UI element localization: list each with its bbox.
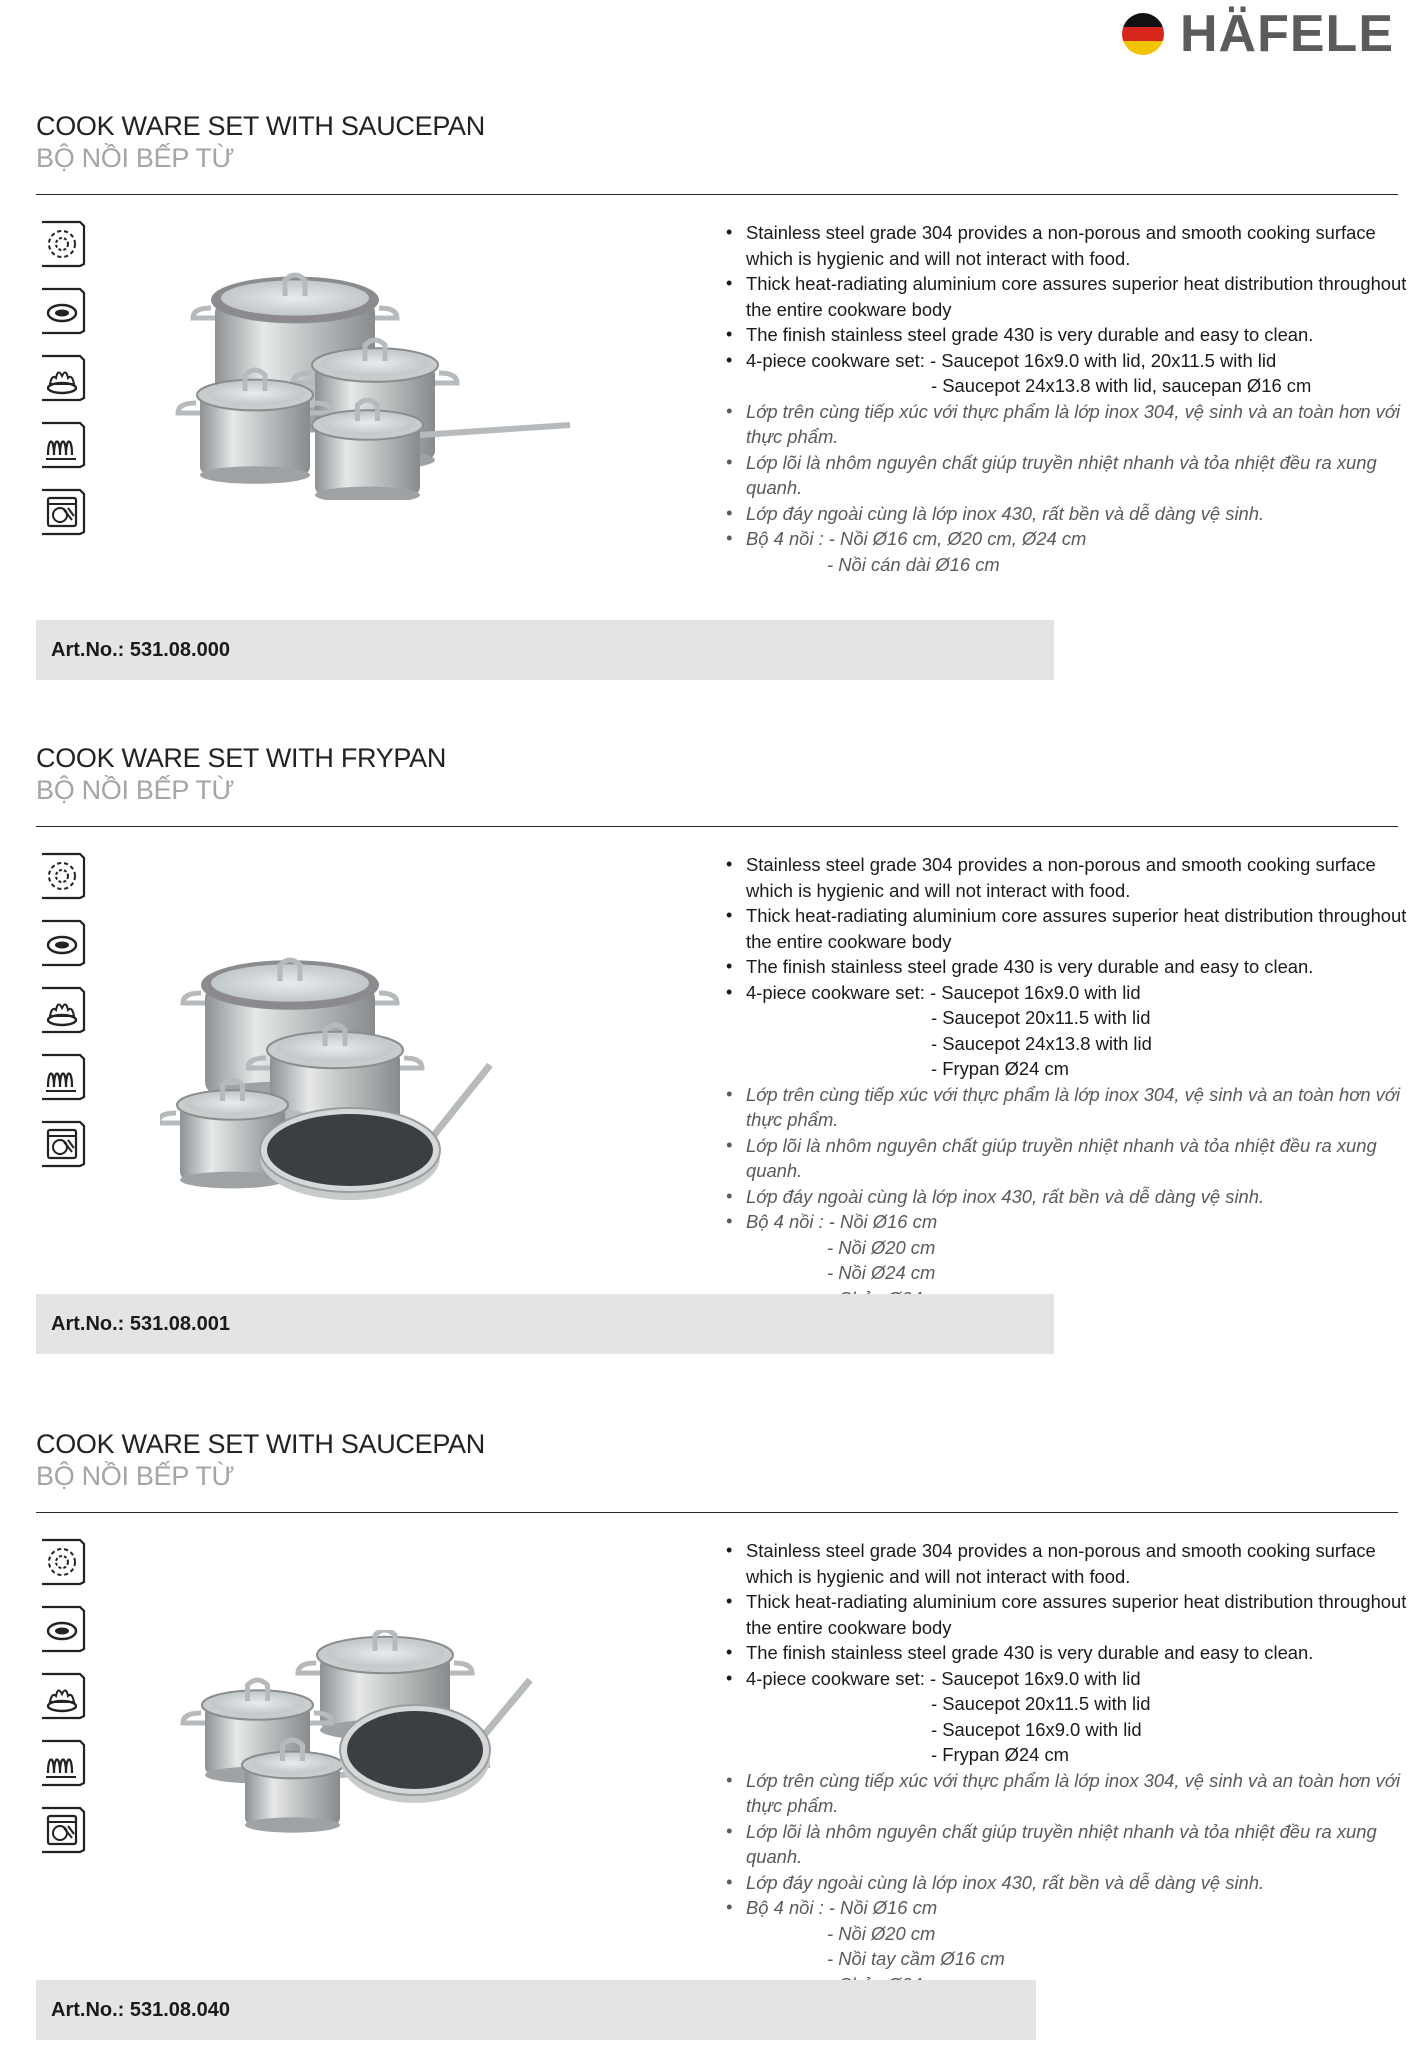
set-item-vi: - Nồi cán dài Ø16 cm [827,553,1000,575]
product-title: COOK WARE SET WITH FRYPAN [36,743,447,773]
feature-item-vi: • Lớp đáy ngoài cùng là lớp inox 430, rất bền và dễ dàng vệ sinh. [726,1184,1416,1210]
feature-item-en: • Stainless steel grade 304 provides a non-porous and smooth cooking surface which is hygienic and will not interact with food. [726,852,1416,903]
feature-item-en: • The finish stainless steel grade 430 is very durable and easy to clean. [726,954,1416,980]
feature-item-en: • Stainless steel grade 304 provides a non-porous and smooth cooking surface which is hygienic and will not interact with food. [726,1538,1416,1589]
electric-coil-hob-icon [36,419,88,471]
cookware-set-photo [175,260,575,505]
cooktop-icons [36,218,92,553]
feature-item-en: • 4-piece cookware set: - Saucepot 16x9.0 with lid [726,1666,1416,1692]
gas-hob-icon [36,984,88,1036]
dishwasher-safe-icon [36,1118,88,1170]
feature-list [726,1538,1416,1997]
product-subtitle: BỘ NỒI BẾP TỪ [36,1461,235,1491]
induction-hob-icon [36,218,88,270]
feature-item-en: • The finish stainless steel grade 430 is very durable and easy to clean. [726,322,1416,348]
feature-item-vi: • Lớp đáy ngoài cùng là lớp inox 430, rất bền và dễ dàng vệ sinh. [726,501,1416,527]
electric-coil-hob-icon [36,1737,88,1789]
feature-item-vi: • Lớp trên cùng tiếp xúc với thực phẩm là lớp inox 304, vệ sinh và an toàn hơn với thực phẩm. [726,1768,1416,1819]
feature-item-vi: • Lớp trên cùng tiếp xúc với thực phẩm là lớp inox 304, vệ sinh và an toàn hơn với thực phẩm. [726,399,1416,450]
article-number-bar [36,620,1054,680]
brand-name: HÄFELE [1180,5,1394,63]
dishwasher-safe-icon [36,1804,88,1856]
feature-item-vi: • Lớp lõi là nhôm nguyên chất giúp truyền nhiệt nhanh và tỏa nhiệt đều ra xung quanh. [726,1819,1416,1870]
feature-item-vi: • Bộ 4 nồi : - Nồi Ø16 cm, Ø20 cm, Ø24 cm [726,526,1416,552]
set-item-en: - Frypan Ø24 cm [931,1744,1069,1765]
set-item-en: - Saucepot 20x11.5 with lid [931,1693,1151,1714]
set-item-vi: - Nồi Ø20 cm [827,1236,936,1258]
flag-stripe-red [1122,27,1164,41]
section-divider [36,194,1398,195]
product-title: COOK WARE SET WITH SAUCEPAN [36,1429,485,1459]
set-item-vi: - Nồi Ø24 cm [827,1262,936,1283]
feature-list [726,852,1416,1311]
section-divider [36,826,1398,827]
product-section [36,110,1407,661]
ceramic-hob-icon [36,917,88,969]
feature-item-vi: • Lớp lõi là nhôm nguyên chất giúp truyền nhiệt nhanh và tỏa nhiệt đều ra xung quanh. [726,450,1416,501]
product-subtitle: BỘ NỒI BẾP TỪ [36,775,235,805]
cookware-set-photo [150,1630,570,1845]
set-item-en: - Saucepot 20x11.5 with lid [931,1007,1151,1028]
article-number: Art.No.: 531.08.000 [51,639,230,661]
product-section [36,742,1407,1335]
feature-item-en: • The finish stainless steel grade 430 is very durable and easy to clean. [726,1640,1416,1666]
gas-hob-icon [36,352,88,404]
cooktop-icons [36,850,92,1185]
electric-coil-hob-icon [36,1051,88,1103]
brand-logo [1122,5,1394,63]
product-title: COOK WARE SET WITH SAUCEPAN [36,111,485,141]
feature-item-en: • Thick heat-radiating aluminium core assures superior heat distribution throughout the entire cookware body [726,1589,1416,1640]
flag-stripe-gold [1122,41,1164,55]
feature-item-en: • Stainless steel grade 304 provides a non-porous and smooth cooking surface which is hygienic and will not interact with food. [726,220,1416,271]
feature-item-vi: • Lớp đáy ngoài cùng là lớp inox 430, rất bền và dễ dàng vệ sinh. [726,1870,1416,1896]
set-item-en: - Saucepot 24x13.8 with lid [931,1032,1152,1054]
set-item-vi: - Nồi tay cầm Ø16 cm [827,1948,1005,1969]
feature-item-vi: • Lớp trên cùng tiếp xúc với thực phẩm là lớp inox 304, vệ sinh và an toàn hơn với thực phẩm. [726,1082,1416,1133]
induction-hob-icon [36,1536,88,1588]
article-number: Art.No.: 531.08.001 [51,1313,230,1335]
dishwasher-safe-icon [36,486,88,538]
cooktop-icons [36,1536,92,1871]
product-subtitle: BỘ NỒI BẾP TỪ [36,143,235,173]
section-divider [36,1512,1398,1513]
flag-stripe-black [1122,13,1164,27]
feature-item-vi: • Bộ 4 nồi : - Nồi Ø16 cm [726,1895,1416,1921]
set-item-en: - Saucepot 16x9.0 with lid [931,1718,1142,1740]
ceramic-hob-icon [36,285,88,337]
feature-item-en: • Thick heat-radiating aluminium core assures superior heat distribution throughout the entire cookware body [726,271,1416,322]
article-number-bar [36,1294,1054,1354]
feature-item-vi: • Lớp lõi là nhôm nguyên chất giúp truyền nhiệt nhanh và tỏa nhiệt đều ra xung quanh. [726,1133,1416,1184]
feature-item-en: • 4-piece cookware set: - Saucepot 16x9.0 with lid, 20x11.5 with lid [726,348,1416,374]
feature-item-vi: • Bộ 4 nồi : - Nồi Ø16 cm [726,1209,1416,1235]
ceramic-hob-icon [36,1603,88,1655]
product-section [36,1428,1407,2021]
feature-item-en: • 4-piece cookware set: - Saucepot 16x9.0 with lid [726,980,1416,1006]
set-item-en: - Saucepot 24x13.8 with lid, saucepan Ø16 cm [931,375,1312,396]
article-number: Art.No.: 531.08.040 [51,1999,230,2021]
feature-list [726,220,1416,577]
cookware-set-photo [160,955,540,1215]
set-item-vi: - Nồi Ø20 cm [827,1922,936,1944]
gas-hob-icon [36,1670,88,1722]
induction-hob-icon [36,850,88,902]
set-item-en: - Frypan Ø24 cm [931,1058,1069,1079]
german-flag-icon [1122,13,1164,55]
feature-item-en: • Thick heat-radiating aluminium core assures superior heat distribution throughout the entire cookware body [726,903,1416,954]
article-number-bar [36,1980,1036,2040]
